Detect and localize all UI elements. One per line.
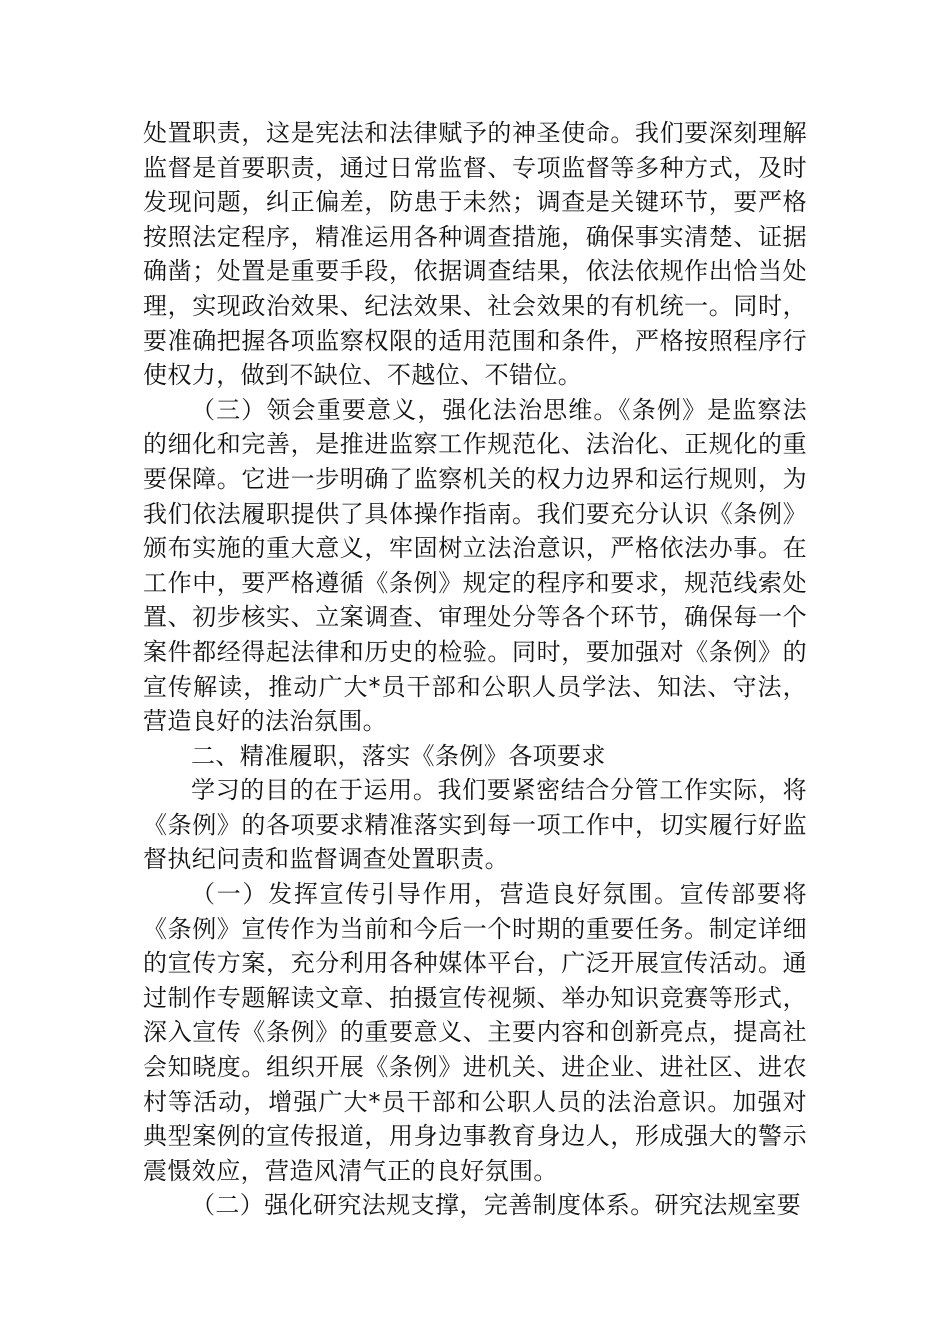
- paragraph-continued: 处置职责，这是宪法和法律赋予的神圣使命。我们要深刻理解监督是首要职责，通过日常监督、专项监督等多种方式，及时发现问题，纠正偏差，防患于未然；调查是关键环节，要严格按照法定程序，精准运用各种调查措施，确保事实清楚、证据确凿；处置是重要手段，依据调查结果，依法依规作出恰当处理，实现政治效果、纪法效果、社会效果的有机统一。同时，要准确把握各项监察权限的适用范围和条件，严格按照程序行使权力，做到不缺位、不越位、不错位。: [143, 119, 807, 390]
- section-heading-two: 二、精准履职，落实《条例》各项要求: [191, 741, 606, 770]
- document-body: [143, 116, 807, 1223]
- paragraph-intro: 学习的目的在于运用。我们要紧密结合分管工作实际，将《条例》的各项要求精准落实到每一项工作中，切实履行好监督执纪问责和监督调查处置职责。: [143, 776, 807, 874]
- paragraph-section-three: （三）领会重要意义，强化法治思维。《条例》是监察法的细化和完善，是推进监察工作规范化、法治化、正规化的重要保障。它进一步明确了监察机关的权力边界和运行规则，为我们依法履职提供了具体操作指南。我们要充分认识《条例》颁布实施的重大意义，牢固树立法治意识，严格依法办事。在工作中，要严格遵循《条例》规定的程序和要求，规范线索处置、初步核实、立案调查、审理处分等各个环节，确保每一个案件都经得起法律和历史的检验。同时，要加强对《条例》的宣传解读，推动广大*员干部和公职人员学法、知法、守法，营造良好的法治氛围。: [143, 395, 807, 736]
- paragraph-item-two: （二）强化研究法规支撑，完善制度体系。研究法规室要: [191, 1191, 801, 1220]
- paragraph-item-one: （一）发挥宣传引导作用，营造良好氛围。宣传部要将《条例》宣传作为当前和今后一个时期的重要任务。制定详细的宣传方案，充分利用各种媒体平台，广泛开展宣传活动。通过制作专题解读文章、拍摄宣传视频、举办知识竞赛等形式，深入宣传《条例》的重要意义、主要内容和创新亮点，提高社会知晓度。组织开展《条例》进机关、进企业、进社区、进农村等活动，增强广大*员干部和公职人员的法治意识。加强对典型案例的宣传报道，用身边事教育身边人，形成强大的警示震慑效应，营造风清气正的良好氛围。: [143, 880, 807, 1185]
